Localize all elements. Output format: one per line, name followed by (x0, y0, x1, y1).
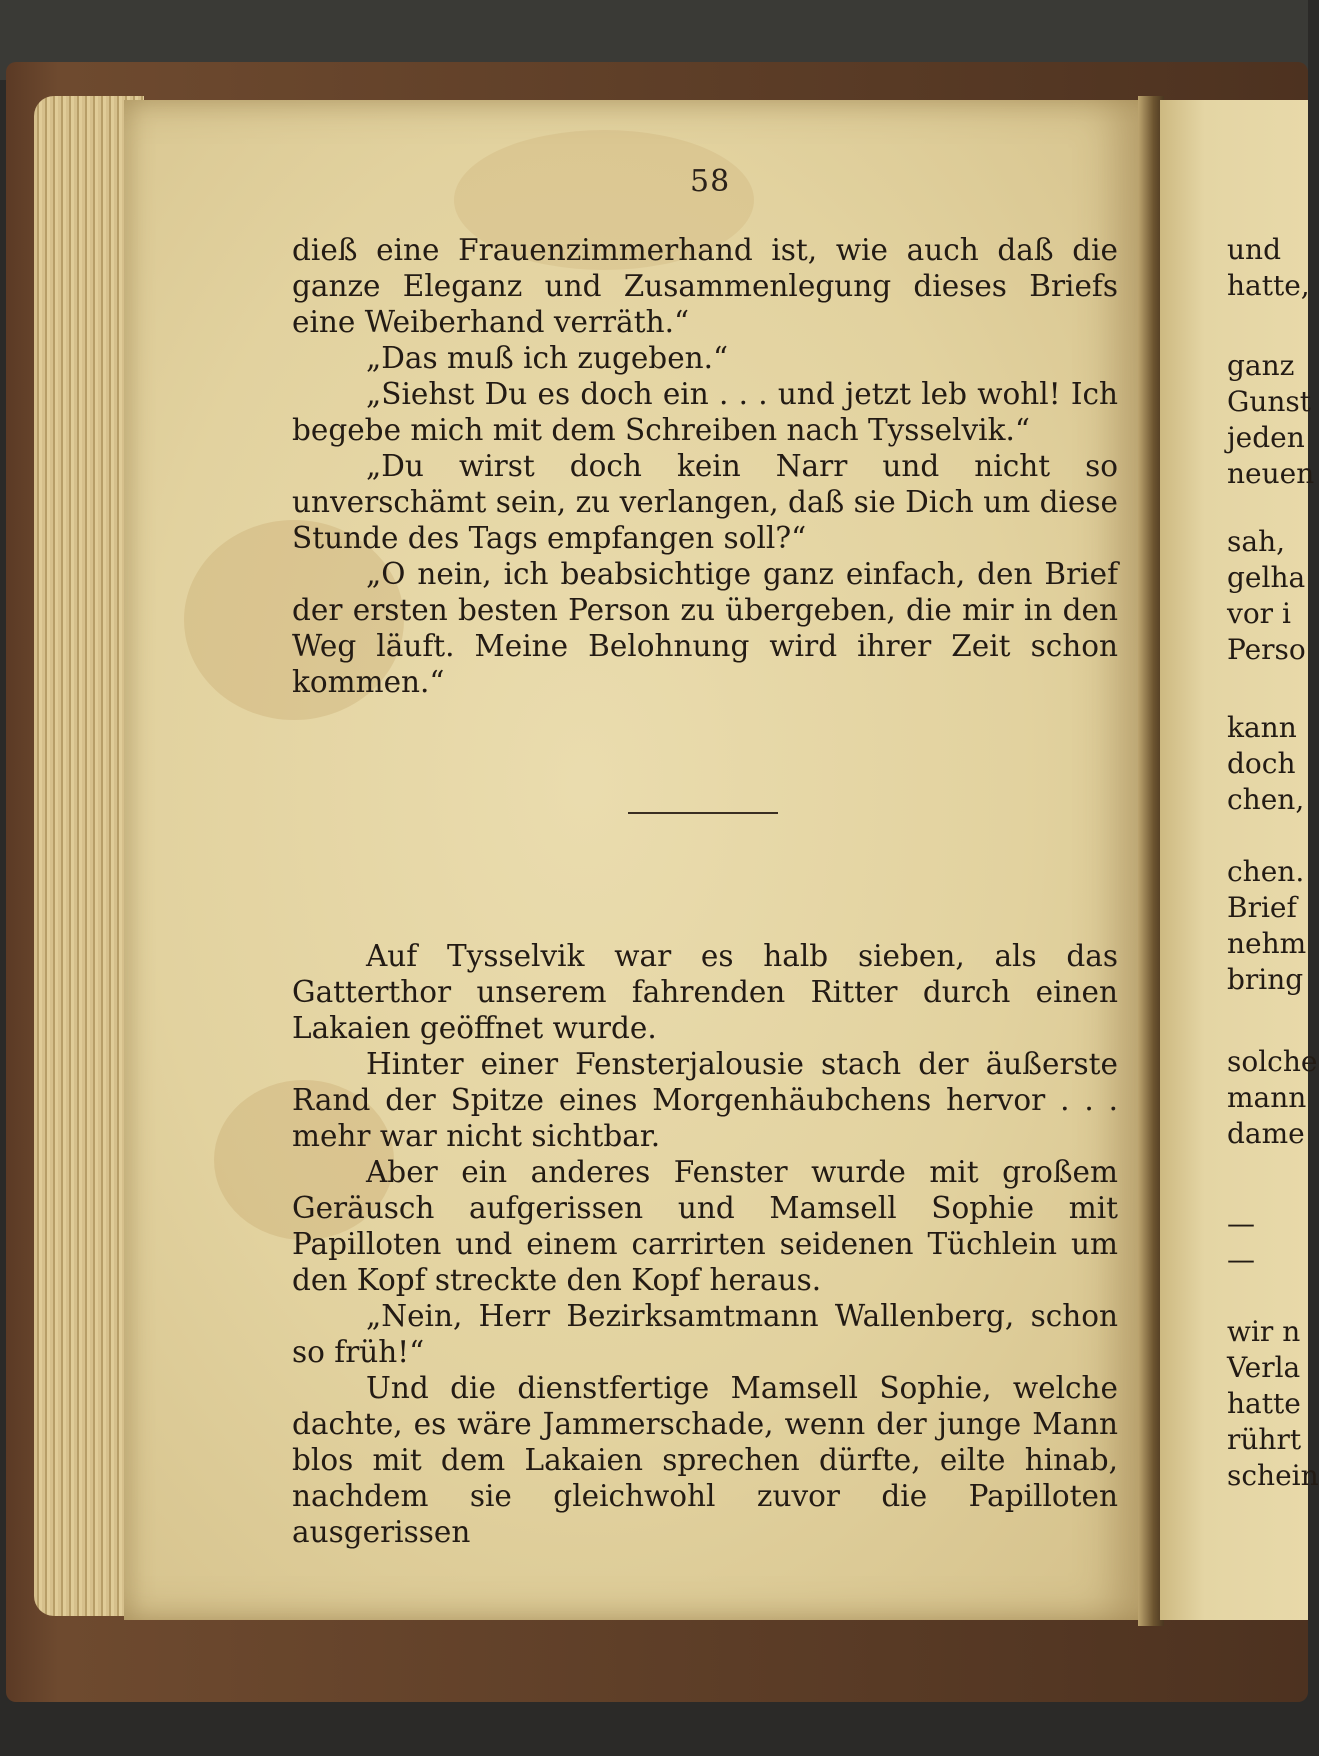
fragment-line: hatte (1227, 1387, 1301, 1420)
fragment-line: jeden (1227, 421, 1305, 454)
paragraph: „Das muß ich zugeben.“ (366, 341, 729, 375)
fragment-line: nehm (1227, 927, 1307, 960)
fragment-line: Verla (1227, 1351, 1301, 1384)
fragment-line: bring (1227, 963, 1304, 996)
fragment-line: — (1227, 1207, 1255, 1240)
paragraph: „Nein, Herr Bezirksamtmann Wallenberg, schon so früh!“ (292, 1299, 1118, 1369)
paragraph: Und die dienstfertige Mamsell Sophie, welche dachte, es wäre Jammerschade, wenn der junge Mann blos mit dem Lakaien sprechen dürfte, eilte hinab, nachdem sie gleichwohl zuvor die Papilloten ausgerissen (292, 1371, 1118, 1549)
fragment-line: gelha (1227, 561, 1306, 594)
page-number: 58 (690, 164, 731, 199)
fragment-line: vor i (1227, 597, 1291, 630)
fragment-line: schein (1227, 1459, 1319, 1492)
fragment-line: rührt (1227, 1423, 1302, 1456)
fragment-line: wir n (1227, 1315, 1301, 1348)
fragment-line: neuen (1227, 457, 1315, 490)
lower-text-block (292, 938, 1118, 1550)
paragraph: „Du wirst doch kein Narr und nicht so unverschämt sein, zu verlangen, daß sie Dich um diese Stunde des Tags empfangen soll?“ (292, 449, 1118, 555)
fragment-line: chen. (1227, 855, 1305, 888)
fragment-line: — (1227, 1243, 1255, 1276)
paragraph: „O nein, ich beabsichtige ganz einfach, den Brief der ersten besten Person zu übergeben, die mir in den Weg läuft. Meine Belohnung wird ihrer Zeit schon kommen.“ (292, 557, 1118, 699)
paragraph: Hinter einer Fensterjalousie stach der äußerste Rand der Spitze eines Morgenhäubchens hervor . . . mehr war nicht sichtbar. (292, 1047, 1118, 1153)
paragraph: Aber ein anderes Fenster wurde mit großem Geräusch aufgerissen und Mamsell Sophie mit Papilloten und einem carrirten seidenen Tüchlein um den Kopf streckte den Kopf heraus. (292, 1155, 1118, 1297)
upper-text-block (292, 232, 1118, 700)
fragment-line: ganz (1227, 349, 1295, 382)
section-divider (628, 812, 778, 814)
fragment-line: Gunst (1227, 385, 1312, 418)
fragment-line: mann (1227, 1081, 1307, 1114)
fragment-line: chen, (1227, 783, 1305, 816)
fragment-line: Perso (1227, 633, 1306, 666)
fragment-line: sah, (1227, 525, 1285, 558)
paragraph: „Siehst Du es doch ein . . . und jetzt leb wohl! Ich begebe mich mit dem Schreiben nach Tysselvik.“ (292, 377, 1118, 447)
fragment-line: hatte, (1227, 269, 1310, 302)
paragraph: Auf Tysselvik war es halb sieben, als das Gatterthor unserem fahrenden Ritter durch einen Lakaien geöffnet wurde. (292, 939, 1118, 1045)
fragment-line: solche (1227, 1045, 1318, 1078)
fragment-line: dame (1227, 1117, 1305, 1150)
fragment-line: doch (1227, 747, 1296, 780)
fragment-line: Brief (1227, 891, 1297, 924)
paragraph: dieß eine Frauenzimmerhand ist, wie auch daß die ganze Eleganz und Zusammenlegung dieses Briefs eine Weiberhand verräth.“ (292, 233, 1118, 339)
fragment-line: und (1227, 233, 1281, 266)
fragment-line: kann (1227, 711, 1297, 744)
